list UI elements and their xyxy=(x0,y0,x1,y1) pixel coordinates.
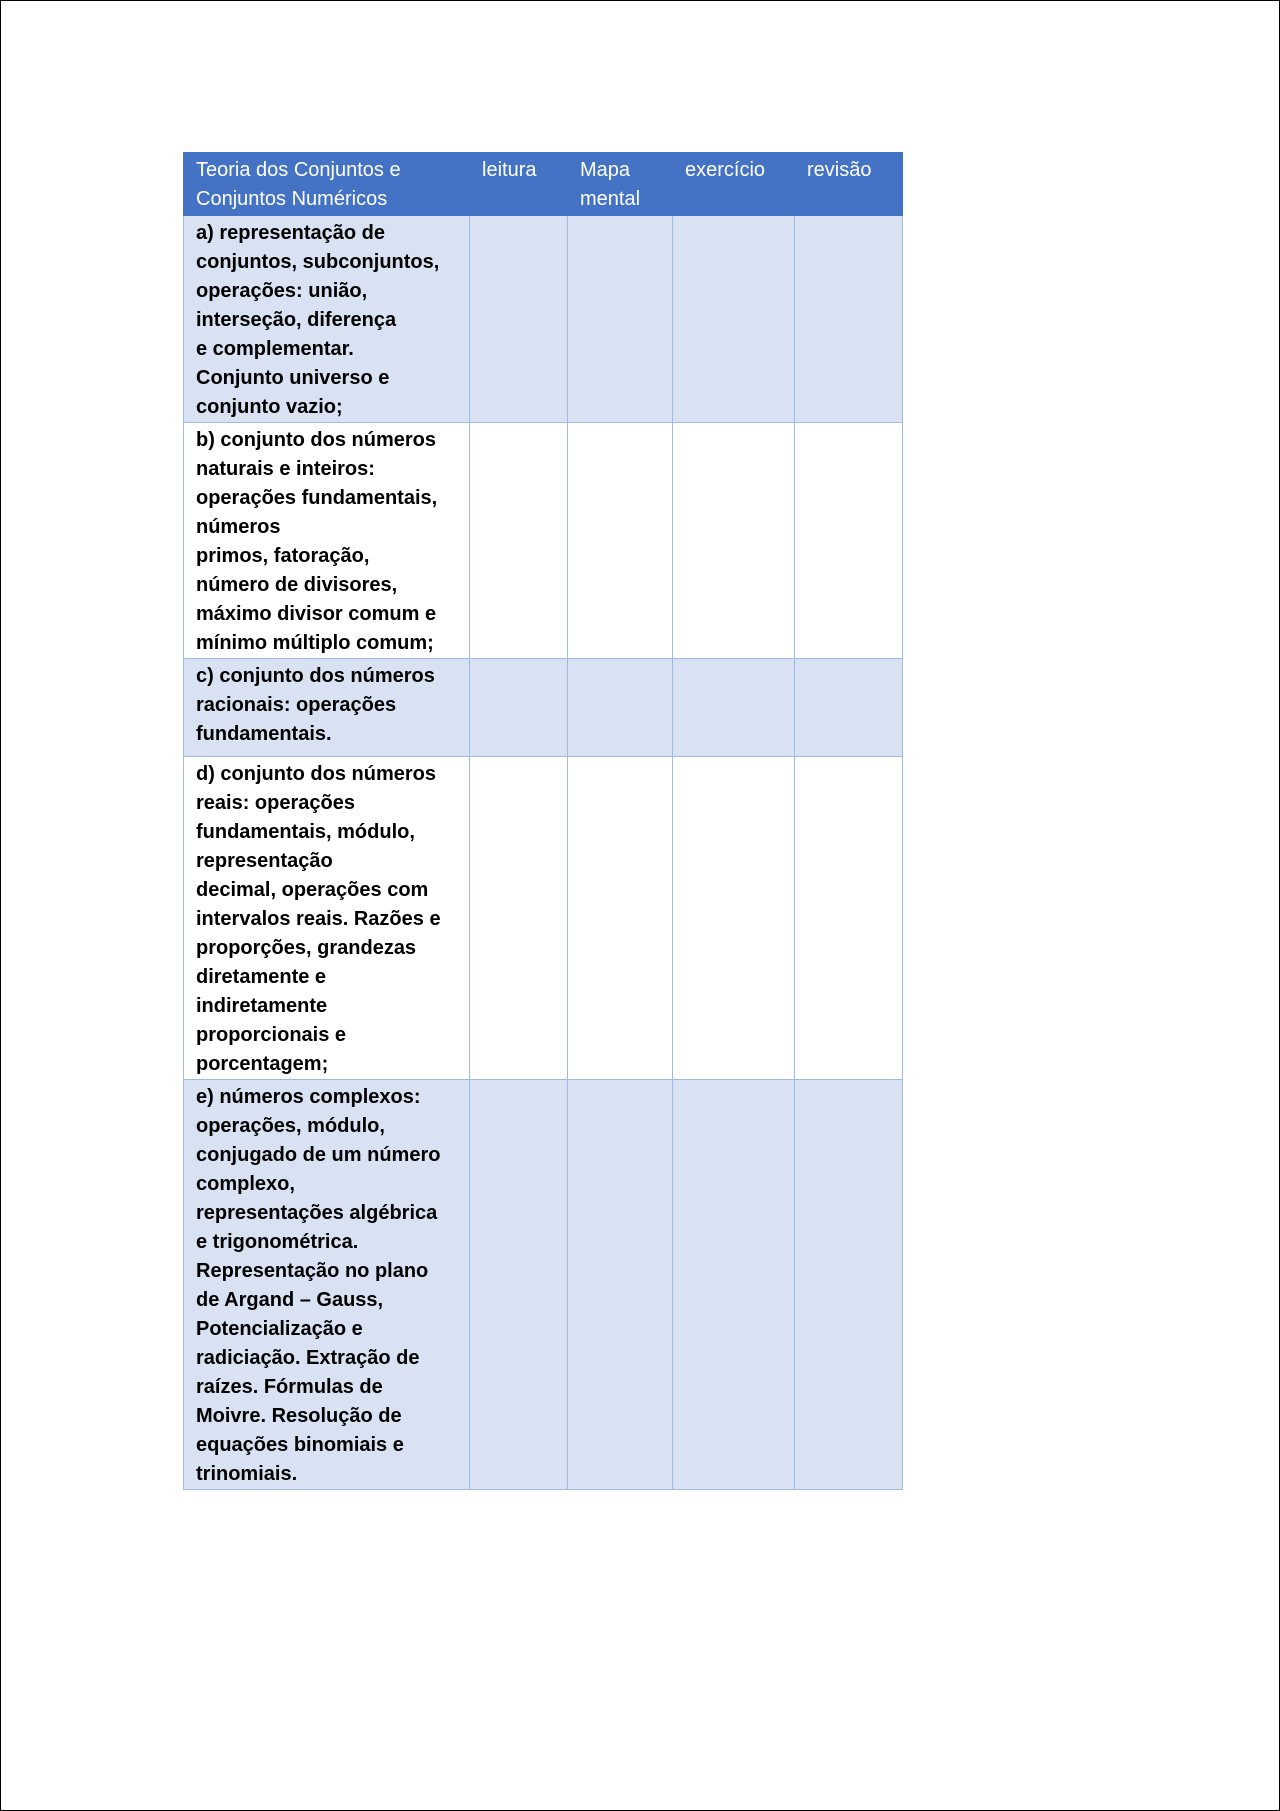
topic-cell: a) representação de conjuntos, subconjuntos, operações: união, interseção, diferença e complementar. Conjunto universo e conjunto vazio; xyxy=(184,216,470,423)
reading-cell[interactable] xyxy=(470,1080,568,1490)
topic-cell: c) conjunto dos números racionais: operações fundamentais. xyxy=(184,659,470,757)
table-row xyxy=(184,1080,903,1490)
exercise-cell[interactable] xyxy=(673,659,795,757)
reading-cell[interactable] xyxy=(470,423,568,659)
mind-map-cell[interactable] xyxy=(568,1080,673,1490)
review-cell[interactable] xyxy=(795,757,903,1080)
review-cell[interactable] xyxy=(795,216,903,423)
table-row xyxy=(184,659,903,757)
mind-map-cell[interactable] xyxy=(568,216,673,423)
header-exercise: exercício xyxy=(673,153,795,216)
exercise-cell[interactable] xyxy=(673,1080,795,1490)
table-row xyxy=(184,423,903,659)
study-plan-table xyxy=(183,152,903,1490)
reading-cell[interactable] xyxy=(470,216,568,423)
exercise-cell[interactable] xyxy=(673,757,795,1080)
table-row xyxy=(184,757,903,1080)
header-review: revisão xyxy=(795,153,903,216)
reading-cell[interactable] xyxy=(470,757,568,1080)
header-topic: Teoria dos Conjuntos e Conjuntos Numéricos xyxy=(184,153,470,216)
review-cell[interactable] xyxy=(795,659,903,757)
header-reading: leitura xyxy=(470,153,568,216)
exercise-cell[interactable] xyxy=(673,216,795,423)
reading-cell[interactable] xyxy=(470,659,568,757)
header-mind-map: Mapa mental xyxy=(568,153,673,216)
mind-map-cell[interactable] xyxy=(568,659,673,757)
review-cell[interactable] xyxy=(795,1080,903,1490)
mind-map-cell[interactable] xyxy=(568,757,673,1080)
topic-cell: b) conjunto dos números naturais e inteiros: operações fundamentais, números primos, fatoração, número de divisores, máximo divisor comum e mínimo múltiplo comum; xyxy=(184,423,470,659)
topic-cell: e) números complexos: operações, módulo, conjugado de um número complexo, representações algébrica e trigonométrica. Representação no plano de Argand – Gauss, Potencialização e radiciação. Extração de raízes. Fórmulas de Moivre. Resolução de equações binomiais e trinomiais. xyxy=(184,1080,470,1490)
mind-map-cell[interactable] xyxy=(568,423,673,659)
topic-cell: d) conjunto dos números reais: operações fundamentais, módulo, representação decimal, operações com intervalos reais. Razões e proporções, grandezas diretamente e indiretamente proporcionais e porcentagem; xyxy=(184,757,470,1080)
table-row xyxy=(184,216,903,423)
table-header-row xyxy=(184,153,903,216)
review-cell[interactable] xyxy=(795,423,903,659)
exercise-cell[interactable] xyxy=(673,423,795,659)
